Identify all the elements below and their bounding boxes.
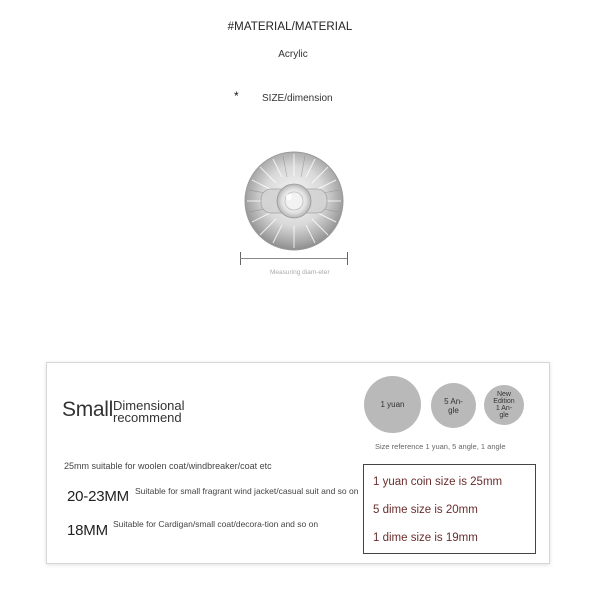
- row-20-23mm-desc: Suitable for small fragrant wind jacket/casual suit and so on: [135, 486, 359, 496]
- star-bullet: *: [234, 89, 239, 103]
- dimensional-line2: recommend: [113, 410, 182, 425]
- coin-5-angle: [431, 383, 476, 428]
- measure-tick-right: [347, 252, 348, 265]
- coin-1-angle-line3: 1 An-: [495, 405, 513, 412]
- acrylic-button-image: [243, 150, 345, 252]
- size-reference: Size reference 1 yuan, 5 angle, 1 angle: [375, 442, 506, 451]
- row-20-23mm-size: 20-23MM: [67, 488, 129, 505]
- dimensional-line1: Dimensional: [113, 398, 185, 413]
- coin-5-angle-label: 5 An-gle: [444, 396, 463, 415]
- coin-1-yuan: [364, 376, 421, 433]
- row-18mm-desc: Suitable for Cardigan/small coat/decora-tion and so on: [113, 519, 319, 529]
- measure-line: [240, 258, 348, 259]
- coin-size-5-dime: 5 dime size is 20mm: [373, 504, 478, 516]
- row-18mm-size: 18MM: [67, 522, 108, 539]
- measure-label: Measuring diam-eter: [270, 269, 330, 276]
- small-heading: Small: [62, 398, 114, 421]
- coin-1-angle-line4: gle: [499, 412, 509, 419]
- size-title: SIZE/dimension: [262, 93, 333, 104]
- material-value: Acrylic: [278, 49, 308, 60]
- coin-size-box: [363, 464, 536, 554]
- coin-1-angle-line1: New: [496, 391, 511, 398]
- dimensional-heading: [113, 400, 185, 424]
- coin-size-1-dime: 1 dime size is 19mm: [373, 532, 478, 544]
- coin-1-angle: [484, 385, 524, 425]
- material-title: #MATERIAL/MATERIAL: [227, 21, 353, 33]
- coin-1-yuan-label: 1 yuan: [380, 400, 405, 409]
- size-recommend-card: [46, 362, 550, 564]
- coin-1-angle-line2: Edition: [493, 398, 515, 405]
- row-25mm-desc: 25mm suitable for woolen coat/windbreaker/coat etc: [64, 461, 272, 471]
- coin-size-1-yuan: 1 yuan coin size is 25mm: [373, 476, 503, 488]
